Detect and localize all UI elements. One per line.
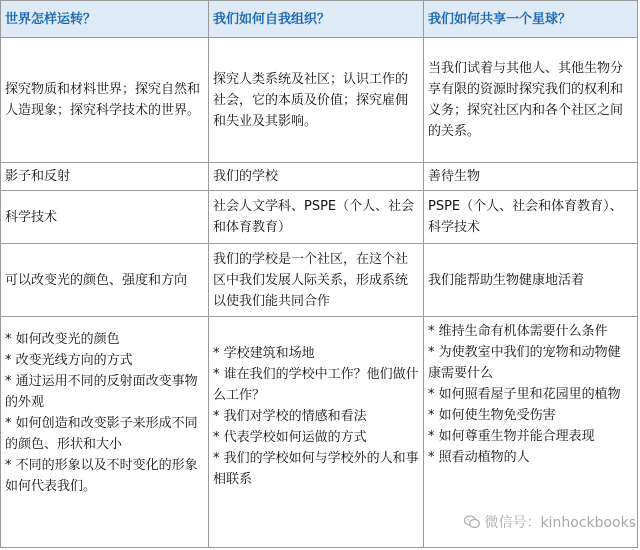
topic-cell: 善待生物 (424, 163, 638, 191)
header-how-world-works: 世界怎样运转？ (1, 1, 209, 38)
watermark-text: 微信号：kinhockbooks (484, 515, 636, 531)
topic-row (1, 163, 638, 191)
list-item: * 不同的形象以及不时变化的形象如何代表我们。 (5, 458, 198, 494)
list-item: * 如何照看屋子里和花园里的植物 (428, 387, 621, 402)
subject-cell: 科学技术 (1, 191, 209, 244)
list-item: * 通过运用不同的反射面改变事物的外观 (5, 374, 198, 410)
inquiry-list (428, 321, 633, 468)
header-row (1, 1, 638, 38)
list-item: * 我们对学校的情感和看法 (213, 409, 367, 424)
central-idea-cell: 可以改变光的颜色、强度和方向 (1, 244, 209, 317)
central-idea-cell: 我们能帮助生物健康地活着 (424, 244, 638, 317)
list-item: * 如何使生物免受伤害 (428, 408, 556, 423)
inquiry-cell (209, 317, 424, 548)
list-item: * 谁在我们的学校中工作？他们做什么工作？ (213, 367, 419, 403)
central-idea-cell: 我们的学校是一个社区，在这个社区中我们发展人际关系，形成系统以使我们能共同合作 (209, 244, 424, 317)
list-item: * 维持生命有机体需要什么条件 (428, 324, 608, 339)
intro-cell: 当我们试着与其他人、其他生物分享有限的资源时探究我们的权利和义务；探究社区内和各个社区之间的关系。 (424, 38, 638, 163)
list-item: * 如何尊重生物并能合理表现 (428, 429, 595, 444)
central-idea-row (1, 244, 638, 317)
inquiry-list (213, 343, 419, 490)
subject-cell: 社会人文学科、PSPE（个人、社会和体育教育） (209, 191, 424, 244)
list-item: * 我们的学校如何与学校外的人和事相联系 (213, 451, 419, 487)
header-how-we-organize: 我们如何自我组织？ (209, 1, 424, 38)
subject-cell: PSPE（个人、社会和体育教育）、科学技术 (424, 191, 638, 244)
list-item: * 为使教室中我们的宠物和动物健康需要什么 (428, 345, 621, 381)
subject-row (1, 191, 638, 244)
list-item: * 照看动植物的人 (428, 450, 530, 465)
topic-cell: 我们的学校 (209, 163, 424, 191)
wechat-icon (464, 515, 480, 529)
intro-cell: 探究物质和材料世界；探究自然和人造现象；探究科学技术的世界。 (1, 38, 209, 163)
inquiry-list (5, 329, 204, 497)
header-sharing-planet: 我们如何共享一个星球？ (424, 1, 638, 38)
intro-cell: 探究人类系统及社区；认识工作的社会，它的本质及价值；探究雇佣和失业及其影响。 (209, 38, 424, 163)
list-item: * 改变光线方向的方式 (5, 353, 133, 368)
topic-cell: 影子和反射 (1, 163, 209, 191)
list-item: * 如何创造和改变影子来形成不同的颜色、形状和大小 (5, 416, 198, 452)
list-item: * 学校建筑和场地 (213, 346, 315, 361)
intro-row (1, 38, 638, 163)
list-item: * 代表学校如何运做的方式 (213, 430, 367, 445)
wechat-watermark (464, 512, 636, 532)
inquiry-cell (1, 317, 209, 548)
list-item: * 如何改变光的颜色 (5, 332, 120, 347)
